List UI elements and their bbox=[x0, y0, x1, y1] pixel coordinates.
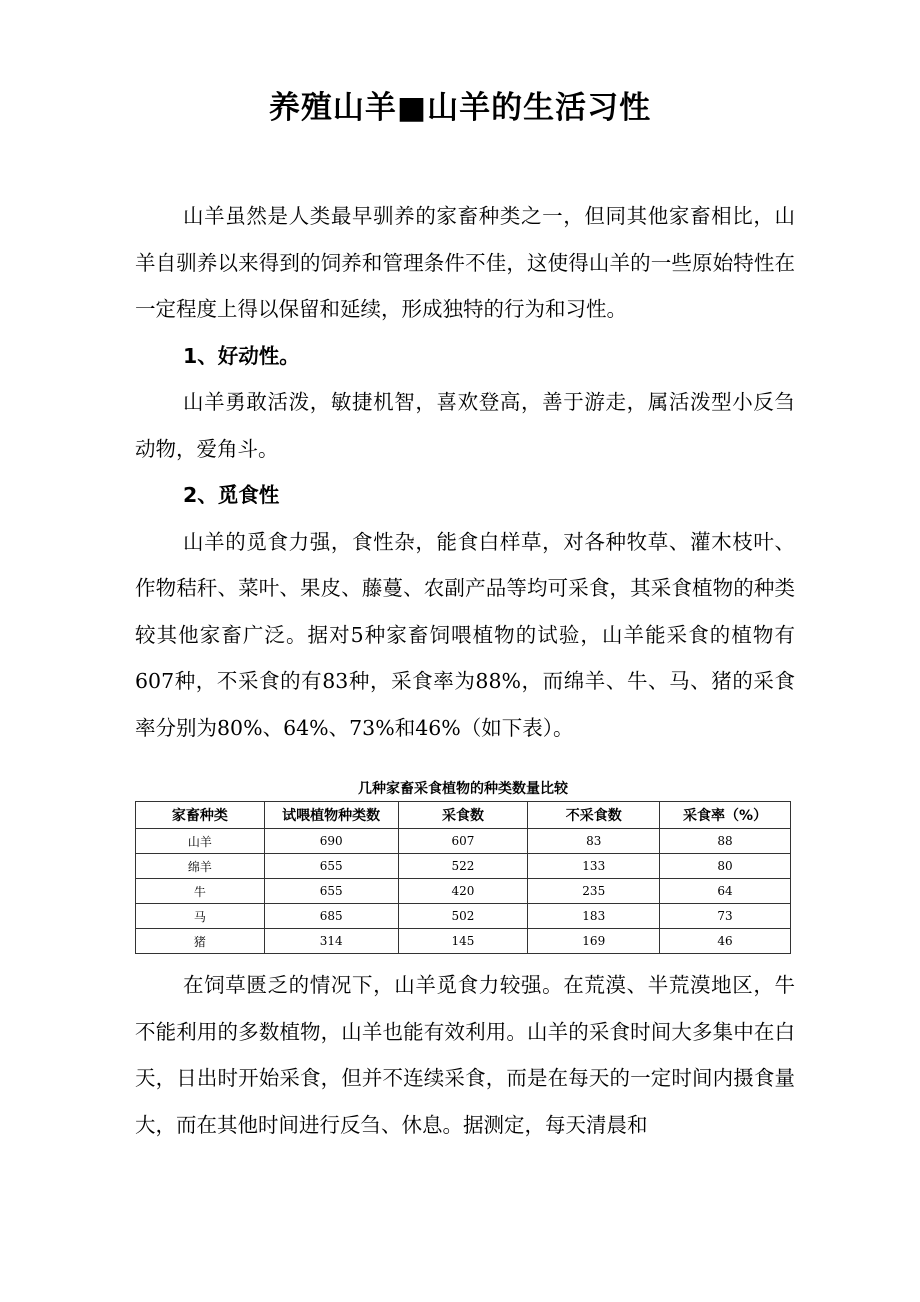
closing-paragraph: 在饲草匮乏的情况下，山羊觅食力较强。在荒漠、半荒漠地区，牛不能利用的多数植物，山羊也能有效利用。山羊的采食时间大多集中在白天，日出时开始采食，但并不连续采食，而是在每天的一定时间内摄食量大，而在其他时间进行反刍、休息。据测定，每天清晨和 bbox=[135, 973, 795, 1137]
table-cell: 655 bbox=[264, 854, 398, 879]
table-cell: 猪 bbox=[136, 929, 265, 954]
table-cell: 522 bbox=[398, 854, 528, 879]
table-row bbox=[136, 904, 791, 929]
feeding-comparison-table bbox=[135, 801, 791, 954]
body-section-bottom bbox=[135, 962, 795, 1148]
table-cell: 145 bbox=[398, 929, 528, 954]
table-cell: 83 bbox=[528, 829, 660, 854]
table-row bbox=[136, 854, 791, 879]
header-not-eaten-count: 不采食数 bbox=[528, 802, 660, 829]
section-heading-foraging: 2、觅食性 bbox=[183, 483, 280, 507]
table-cell: 169 bbox=[528, 929, 660, 954]
table-row bbox=[136, 879, 791, 904]
table-cell: 607 bbox=[398, 829, 528, 854]
table-caption: 几种家畜采食植物的种类数量比较 bbox=[358, 781, 568, 797]
section-text-foraging: 山羊的觅食力强，食性杂，能食白样草，对各种牧草、灌木枝叶、作物秸秆、菜叶、果皮、藤蔓、农副产品等均可采食，其采食植物的种类较其他家畜广泛。据对5种家畜饲喂植物的试验，山羊能采食的植物有607种，不采食的有83种，采食率为88%，而绵羊、牛、马、猪的采食率分别为80%、64%、73%和46%（如下表）。 bbox=[135, 529, 795, 740]
table-cell: 183 bbox=[528, 904, 660, 929]
table-cell: 80 bbox=[660, 854, 791, 879]
table-cell: 绵羊 bbox=[136, 854, 265, 879]
table-cell: 46 bbox=[660, 929, 791, 954]
table-cell: 64 bbox=[660, 879, 791, 904]
section-text-activity: 山羊勇敢活泼，敏捷机智，喜欢登高，善于游走，属活泼型小反刍动物，爱角斗。 bbox=[135, 390, 795, 461]
table-cell: 690 bbox=[264, 829, 398, 854]
table-cell: 502 bbox=[398, 904, 528, 929]
table-cell: 牛 bbox=[136, 879, 265, 904]
table-cell: 235 bbox=[528, 879, 660, 904]
header-eating-rate: 采食率（%） bbox=[660, 802, 791, 829]
table-header-row bbox=[136, 802, 791, 829]
body-section-top bbox=[135, 193, 795, 751]
table-row bbox=[136, 829, 791, 854]
table-cell: 88 bbox=[660, 829, 791, 854]
table-row bbox=[136, 929, 791, 954]
document-title: 养殖山羊■山羊的生活习性 bbox=[268, 90, 652, 126]
table-cell: 420 bbox=[398, 879, 528, 904]
table-cell: 山羊 bbox=[136, 829, 265, 854]
header-tested-count: 试喂植物种类数 bbox=[264, 802, 398, 829]
header-species: 家畜种类 bbox=[136, 802, 265, 829]
header-eaten-count: 采食数 bbox=[398, 802, 528, 829]
table-cell: 685 bbox=[264, 904, 398, 929]
section-heading-activity: 1、好动性。 bbox=[183, 343, 300, 368]
table-cell: 73 bbox=[660, 904, 791, 929]
table-cell: 314 bbox=[264, 929, 398, 954]
table-cell: 马 bbox=[136, 904, 265, 929]
intro-paragraph: 山羊虽然是人类最早驯养的家畜种类之一，但同其他家畜相比，山羊自驯养以来得到的饲养和管理条件不佳，这使得山羊的一些原始特性在一定程度上得以保留和延续，形成独特的行为和习性。 bbox=[135, 204, 795, 321]
table-cell: 655 bbox=[264, 879, 398, 904]
table-cell: 133 bbox=[528, 854, 660, 879]
